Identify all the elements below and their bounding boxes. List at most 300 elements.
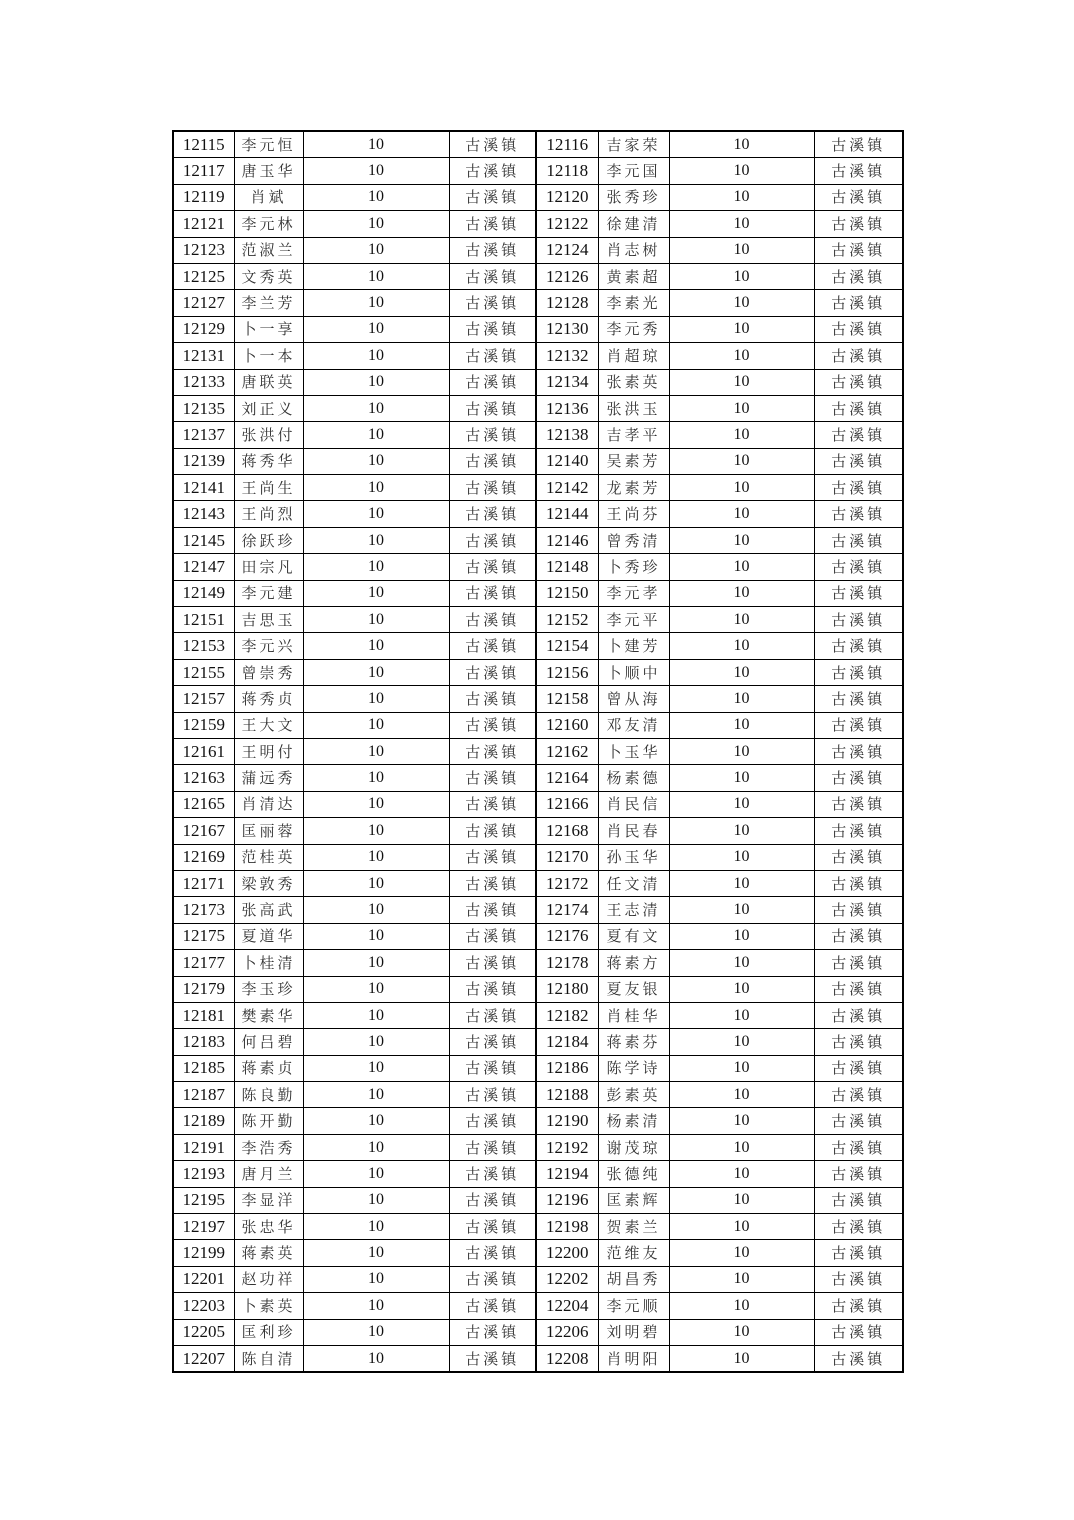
person-name: 蒋秀贞 (234, 686, 303, 712)
town-name: 古溪镇 (449, 976, 536, 1002)
town-name: 古溪镇 (449, 263, 536, 289)
record-id: 12152 (536, 607, 598, 633)
table-row (173, 263, 903, 289)
town-name: 古溪镇 (814, 1187, 903, 1213)
table-row (173, 712, 903, 738)
record-id: 12157 (173, 686, 234, 712)
town-name: 古溪镇 (814, 1240, 903, 1266)
amount: 10 (669, 818, 814, 844)
amount: 10 (303, 976, 449, 1002)
person-name: 李元林 (234, 211, 303, 237)
record-id: 12160 (536, 712, 598, 738)
town-name: 古溪镇 (814, 395, 903, 421)
town-name: 古溪镇 (449, 158, 536, 184)
table-row (173, 1293, 903, 1319)
record-id: 12184 (536, 1029, 598, 1055)
amount: 10 (669, 501, 814, 527)
table-row (173, 1002, 903, 1028)
record-id: 12151 (173, 607, 234, 633)
person-name: 范淑兰 (234, 237, 303, 263)
amount: 10 (669, 422, 814, 448)
town-name: 古溪镇 (814, 290, 903, 316)
town-name: 古溪镇 (814, 1161, 903, 1187)
town-name: 古溪镇 (814, 870, 903, 896)
record-id: 12189 (173, 1108, 234, 1134)
person-name: 卜顺中 (598, 659, 669, 685)
amount: 10 (669, 686, 814, 712)
person-name: 张洪玉 (598, 395, 669, 421)
town-name: 古溪镇 (814, 765, 903, 791)
table-row (173, 923, 903, 949)
amount: 10 (669, 607, 814, 633)
town-name: 古溪镇 (449, 1029, 536, 1055)
person-name: 李玉珍 (234, 976, 303, 1002)
town-name: 古溪镇 (449, 475, 536, 501)
table-row (173, 158, 903, 184)
table-row (173, 791, 903, 817)
person-name: 李元平 (598, 607, 669, 633)
amount: 10 (303, 950, 449, 976)
amount: 10 (303, 448, 449, 474)
table-row (173, 765, 903, 791)
town-name: 古溪镇 (449, 1108, 536, 1134)
table-row (173, 501, 903, 527)
record-id: 12200 (536, 1240, 598, 1266)
amount: 10 (669, 870, 814, 896)
town-name: 古溪镇 (814, 554, 903, 580)
amount: 10 (303, 1319, 449, 1345)
table-row (173, 1266, 903, 1292)
record-id: 12145 (173, 527, 234, 553)
table-row (173, 1134, 903, 1160)
town-name: 古溪镇 (449, 369, 536, 395)
record-id: 12139 (173, 448, 234, 474)
amount: 10 (669, 369, 814, 395)
person-name: 李元恒 (234, 131, 303, 158)
amount: 10 (669, 343, 814, 369)
person-name: 卜一享 (234, 316, 303, 342)
record-id: 12117 (173, 158, 234, 184)
town-name: 古溪镇 (814, 1134, 903, 1160)
person-name: 卜素英 (234, 1293, 303, 1319)
town-name: 古溪镇 (814, 712, 903, 738)
amount: 10 (303, 1345, 449, 1372)
person-name: 张德纯 (598, 1161, 669, 1187)
town-name: 古溪镇 (449, 343, 536, 369)
amount: 10 (669, 237, 814, 263)
person-name: 蒋秀华 (234, 448, 303, 474)
record-id: 12133 (173, 369, 234, 395)
table-row (173, 580, 903, 606)
amount: 10 (303, 1002, 449, 1028)
person-name: 梁敦秀 (234, 870, 303, 896)
town-name: 古溪镇 (449, 633, 536, 659)
amount: 10 (669, 1240, 814, 1266)
amount: 10 (303, 1108, 449, 1134)
roster-table (172, 130, 904, 1373)
amount: 10 (303, 1214, 449, 1240)
person-name: 曾秀清 (598, 527, 669, 553)
record-id: 12150 (536, 580, 598, 606)
amount: 10 (303, 712, 449, 738)
person-name: 肖桂华 (598, 1002, 669, 1028)
table-row (173, 844, 903, 870)
person-name: 卜建芳 (598, 633, 669, 659)
amount: 10 (303, 527, 449, 553)
amount: 10 (303, 1293, 449, 1319)
town-name: 古溪镇 (449, 844, 536, 870)
amount: 10 (669, 923, 814, 949)
person-name: 李浩秀 (234, 1134, 303, 1160)
table-row (173, 686, 903, 712)
town-name: 古溪镇 (449, 659, 536, 685)
amount: 10 (669, 765, 814, 791)
person-name: 张秀珍 (598, 184, 669, 210)
town-name: 古溪镇 (814, 818, 903, 844)
town-name: 古溪镇 (814, 237, 903, 263)
table-row (173, 343, 903, 369)
record-id: 12175 (173, 923, 234, 949)
town-name: 古溪镇 (449, 527, 536, 553)
person-name: 唐月兰 (234, 1161, 303, 1187)
amount: 10 (669, 1082, 814, 1108)
town-name: 古溪镇 (449, 791, 536, 817)
record-id: 12195 (173, 1187, 234, 1213)
record-id: 12169 (173, 844, 234, 870)
person-name: 任文清 (598, 870, 669, 896)
person-name: 吉孝平 (598, 422, 669, 448)
person-name: 吉家荣 (598, 131, 669, 158)
record-id: 12140 (536, 448, 598, 474)
amount: 10 (669, 1214, 814, 1240)
amount: 10 (303, 158, 449, 184)
amount: 10 (669, 844, 814, 870)
town-name: 古溪镇 (449, 1293, 536, 1319)
amount: 10 (669, 950, 814, 976)
record-id: 12162 (536, 738, 598, 764)
amount: 10 (303, 738, 449, 764)
record-id: 12136 (536, 395, 598, 421)
record-id: 12147 (173, 554, 234, 580)
town-name: 古溪镇 (449, 712, 536, 738)
person-name: 李素光 (598, 290, 669, 316)
record-id: 12201 (173, 1266, 234, 1292)
town-name: 古溪镇 (814, 501, 903, 527)
table-row (173, 1082, 903, 1108)
amount: 10 (669, 131, 814, 158)
record-id: 12166 (536, 791, 598, 817)
table-row (173, 1108, 903, 1134)
town-name: 古溪镇 (814, 923, 903, 949)
table-row (173, 554, 903, 580)
record-id: 12120 (536, 184, 598, 210)
record-id: 12204 (536, 1293, 598, 1319)
record-id: 12154 (536, 633, 598, 659)
record-id: 12115 (173, 131, 234, 158)
person-name: 邓友清 (598, 712, 669, 738)
person-name: 肖志树 (598, 237, 669, 263)
person-name: 蒲远秀 (234, 765, 303, 791)
person-name: 蒋素贞 (234, 1055, 303, 1081)
person-name: 陈自清 (234, 1345, 303, 1372)
town-name: 古溪镇 (814, 1108, 903, 1134)
amount: 10 (303, 633, 449, 659)
town-name: 古溪镇 (449, 1214, 536, 1240)
record-id: 12197 (173, 1214, 234, 1240)
town-name: 古溪镇 (814, 659, 903, 685)
record-id: 12202 (536, 1266, 598, 1292)
amount: 10 (303, 211, 449, 237)
record-id: 12156 (536, 659, 598, 685)
person-name: 曾从海 (598, 686, 669, 712)
record-id: 12130 (536, 316, 598, 342)
person-name: 蒋素方 (598, 950, 669, 976)
person-name: 王尚生 (234, 475, 303, 501)
amount: 10 (669, 976, 814, 1002)
person-name: 彭素英 (598, 1082, 669, 1108)
record-id: 12203 (173, 1293, 234, 1319)
person-name: 匡素辉 (598, 1187, 669, 1213)
record-id: 12142 (536, 475, 598, 501)
amount: 10 (303, 1187, 449, 1213)
town-name: 古溪镇 (449, 290, 536, 316)
amount: 10 (303, 791, 449, 817)
record-id: 12159 (173, 712, 234, 738)
person-name: 蒋素芬 (598, 1029, 669, 1055)
amount: 10 (669, 659, 814, 685)
person-name: 曾崇秀 (234, 659, 303, 685)
person-name: 王志清 (598, 897, 669, 923)
person-name: 李元兴 (234, 633, 303, 659)
record-id: 12192 (536, 1134, 598, 1160)
record-id: 12118 (536, 158, 598, 184)
table-row (173, 237, 903, 263)
record-id: 12196 (536, 1187, 598, 1213)
amount: 10 (669, 527, 814, 553)
amount: 10 (303, 659, 449, 685)
amount: 10 (669, 1108, 814, 1134)
town-name: 古溪镇 (814, 527, 903, 553)
town-name: 古溪镇 (814, 263, 903, 289)
record-id: 12206 (536, 1319, 598, 1345)
town-name: 古溪镇 (449, 897, 536, 923)
record-id: 12163 (173, 765, 234, 791)
amount: 10 (669, 1345, 814, 1372)
town-name: 古溪镇 (449, 501, 536, 527)
record-id: 12144 (536, 501, 598, 527)
amount: 10 (669, 1319, 814, 1345)
amount: 10 (303, 844, 449, 870)
record-id: 12191 (173, 1134, 234, 1160)
record-id: 12124 (536, 237, 598, 263)
record-id: 12135 (173, 395, 234, 421)
person-name: 蒋素英 (234, 1240, 303, 1266)
town-name: 古溪镇 (814, 580, 903, 606)
record-id: 12116 (536, 131, 598, 158)
person-name: 吴素芳 (598, 448, 669, 474)
amount: 10 (669, 1002, 814, 1028)
town-name: 古溪镇 (449, 211, 536, 237)
record-id: 12158 (536, 686, 598, 712)
person-name: 吉思玉 (234, 607, 303, 633)
town-name: 古溪镇 (449, 1082, 536, 1108)
town-name: 古溪镇 (814, 369, 903, 395)
table-row (173, 369, 903, 395)
person-name: 范维友 (598, 1240, 669, 1266)
amount: 10 (303, 607, 449, 633)
town-name: 古溪镇 (814, 131, 903, 158)
person-name: 孙玉华 (598, 844, 669, 870)
person-name: 樊素华 (234, 1002, 303, 1028)
person-name: 夏道华 (234, 923, 303, 949)
town-name: 古溪镇 (814, 1029, 903, 1055)
person-name: 王尚芬 (598, 501, 669, 527)
record-id: 12176 (536, 923, 598, 949)
amount: 10 (669, 791, 814, 817)
table-row (173, 316, 903, 342)
person-name: 匡利珍 (234, 1319, 303, 1345)
town-name: 古溪镇 (814, 316, 903, 342)
table-row (173, 607, 903, 633)
amount: 10 (669, 1266, 814, 1292)
town-name: 古溪镇 (814, 950, 903, 976)
amount: 10 (669, 290, 814, 316)
town-name: 古溪镇 (814, 1082, 903, 1108)
amount: 10 (669, 1161, 814, 1187)
amount: 10 (303, 870, 449, 896)
person-name: 卜玉华 (598, 738, 669, 764)
town-name: 古溪镇 (814, 791, 903, 817)
record-id: 12161 (173, 738, 234, 764)
amount: 10 (669, 184, 814, 210)
person-name: 卜秀珍 (598, 554, 669, 580)
amount: 10 (669, 1187, 814, 1213)
person-name: 肖民信 (598, 791, 669, 817)
record-id: 12181 (173, 1002, 234, 1028)
town-name: 古溪镇 (814, 738, 903, 764)
town-name: 古溪镇 (814, 1345, 903, 1372)
record-id: 12170 (536, 844, 598, 870)
person-name: 肖明阳 (598, 1345, 669, 1372)
town-name: 古溪镇 (449, 237, 536, 263)
town-name: 古溪镇 (814, 1002, 903, 1028)
town-name: 古溪镇 (814, 607, 903, 633)
town-name: 古溪镇 (449, 1134, 536, 1160)
person-name: 陈学诗 (598, 1055, 669, 1081)
amount: 10 (669, 554, 814, 580)
record-id: 12168 (536, 818, 598, 844)
person-name: 胡昌秀 (598, 1266, 669, 1292)
person-name: 李元顺 (598, 1293, 669, 1319)
amount: 10 (303, 897, 449, 923)
record-id: 12173 (173, 897, 234, 923)
record-id: 12137 (173, 422, 234, 448)
record-id: 12199 (173, 1240, 234, 1266)
person-name: 龙素芳 (598, 475, 669, 501)
record-id: 12179 (173, 976, 234, 1002)
amount: 10 (669, 316, 814, 342)
town-name: 古溪镇 (449, 765, 536, 791)
amount: 10 (669, 475, 814, 501)
table-row (173, 1214, 903, 1240)
town-name: 古溪镇 (449, 1266, 536, 1292)
town-name: 古溪镇 (449, 607, 536, 633)
person-name: 杨素德 (598, 765, 669, 791)
person-name: 徐跃珍 (234, 527, 303, 553)
amount: 10 (669, 211, 814, 237)
record-id: 12194 (536, 1161, 598, 1187)
person-name: 谢茂琼 (598, 1134, 669, 1160)
person-name: 张忠华 (234, 1214, 303, 1240)
record-id: 12153 (173, 633, 234, 659)
record-id: 12183 (173, 1029, 234, 1055)
town-name: 古溪镇 (814, 343, 903, 369)
record-id: 12119 (173, 184, 234, 210)
table-row (173, 211, 903, 237)
amount: 10 (669, 738, 814, 764)
amount: 10 (669, 633, 814, 659)
table-row (173, 738, 903, 764)
amount: 10 (303, 686, 449, 712)
record-id: 12165 (173, 791, 234, 817)
person-name: 肖超琼 (598, 343, 669, 369)
person-name: 黄素超 (598, 263, 669, 289)
record-id: 12193 (173, 1161, 234, 1187)
record-id: 12121 (173, 211, 234, 237)
amount: 10 (303, 501, 449, 527)
person-name: 贺素兰 (598, 1214, 669, 1240)
town-name: 古溪镇 (449, 580, 536, 606)
person-name: 刘明碧 (598, 1319, 669, 1345)
amount: 10 (303, 1134, 449, 1160)
town-name: 古溪镇 (814, 1293, 903, 1319)
record-id: 12129 (173, 316, 234, 342)
town-name: 古溪镇 (814, 1055, 903, 1081)
town-name: 古溪镇 (449, 1161, 536, 1187)
person-name: 陈开勤 (234, 1108, 303, 1134)
amount: 10 (669, 1029, 814, 1055)
amount: 10 (669, 712, 814, 738)
person-name: 刘正义 (234, 395, 303, 421)
amount: 10 (303, 1029, 449, 1055)
town-name: 古溪镇 (814, 633, 903, 659)
amount: 10 (669, 158, 814, 184)
town-name: 古溪镇 (449, 1055, 536, 1081)
record-id: 12174 (536, 897, 598, 923)
amount: 10 (303, 1082, 449, 1108)
table-row (173, 897, 903, 923)
town-name: 古溪镇 (449, 818, 536, 844)
amount: 10 (303, 580, 449, 606)
town-name: 古溪镇 (449, 184, 536, 210)
table-row (173, 475, 903, 501)
amount: 10 (669, 448, 814, 474)
person-name: 李元孝 (598, 580, 669, 606)
person-name: 匡丽蓉 (234, 818, 303, 844)
person-name: 王明付 (234, 738, 303, 764)
town-name: 古溪镇 (449, 870, 536, 896)
amount: 10 (303, 131, 449, 158)
record-id: 12146 (536, 527, 598, 553)
amount: 10 (303, 290, 449, 316)
amount: 10 (303, 923, 449, 949)
person-name: 卜桂清 (234, 950, 303, 976)
town-name: 古溪镇 (449, 316, 536, 342)
amount: 10 (669, 1134, 814, 1160)
record-id: 12134 (536, 369, 598, 395)
table-row (173, 659, 903, 685)
amount: 10 (669, 1055, 814, 1081)
